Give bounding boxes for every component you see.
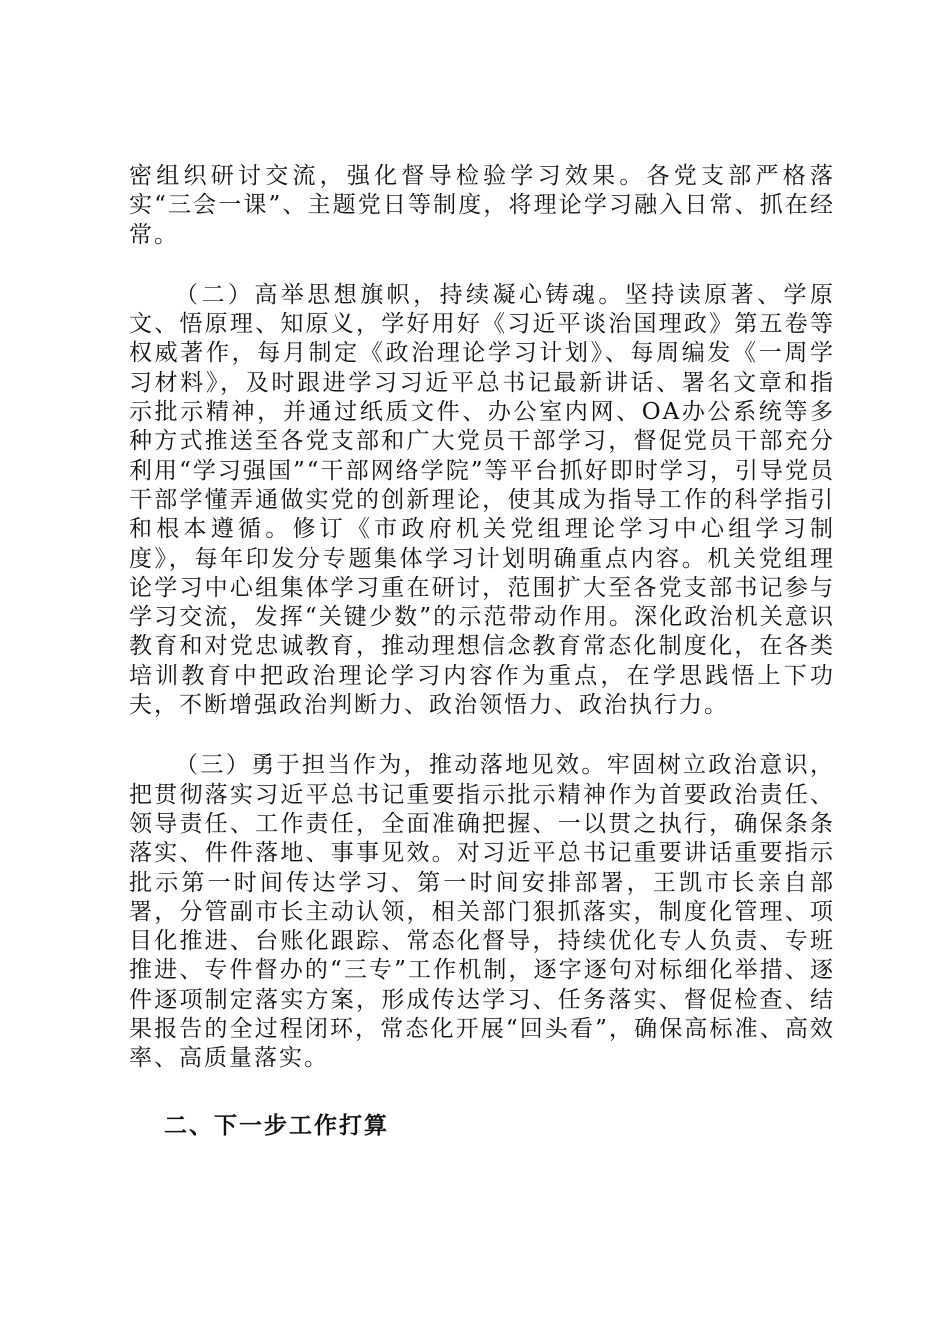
paragraph-section-2: （二）高举思想旗帜，持续凝心铸魂。坚持读原著、学原文、悟原理、知原义，学好用好《习近平谈治国理政》第五卷等权威著作，每月制定《政治理论学习计划》、每周编发《一周学习材料》，及时跟进学习习近平总书记最新讲话、署名文章和指示批示精神，并通过纸质文件、办公室内网、OA办公系统等多种方式推送至各党支部和广大党员干部学习，督促党员干部充分利用“学习强国”“干部网络学院”等平台抓好即时学习，引导党员干部学懂弄通做实党的创新理论，使其成为指导工作的科学指引和根本遵循。修订《市政府机关党组理论学习中心组学习制度》，每年印发分专题集体学习计划明确重点内容。机关党组理论学习中心组集体学习重在研讨，范围扩大至各党支部书记参与学习交流，发挥“关键少数”的示范带动作用。深化政治机关意识教育和对党忠诚教育，推动理想信念教育常态化制度化，在各类培训教育中把政治理论学习内容作为重点，在学思践悟上下功夫，不断增强政治判断力、政治领悟力、政治执行力。 [129, 281, 835, 719]
paragraph-section-3: （三）勇于担当作为，推动落地见效。牢固树立政治意识，把贯彻落实习近平总书记重要指示批示精神作为首要政治责任、领导责任、工作责任，全面准确把握、一以贯之执行，确保条条落实、件件落地、事事见效。对习近平总书记重要讲话重要指示批示第一时间传达学习、第一时间安排部署，王凯市长亲自部署，分管副市长主动认领，相关部门狠抓落实，制度化管理、项目化推进、台账化跟踪、常态化督导，持续优化专人负责、专班推进、专件督办的“三专”工作机制，逐字逐句对标细化举措、逐件逐项制定落实方案，形成传达学习、任务落实、督促检查、结果报告的全过程闭环，常态化开展“回头看”，确保高标准、高效率、高质量落实。 [129, 752, 835, 1072]
section-heading: 二、下一步工作打算 [164, 1112, 389, 1139]
paragraph-continuation: 密组织研讨交流，强化督导检验学习效果。各党支部严格落实“三会一课”、主题党日等制度，将理论学习融入日常、抓在经常。 [129, 163, 835, 248]
document-body [129, 162, 835, 1141]
